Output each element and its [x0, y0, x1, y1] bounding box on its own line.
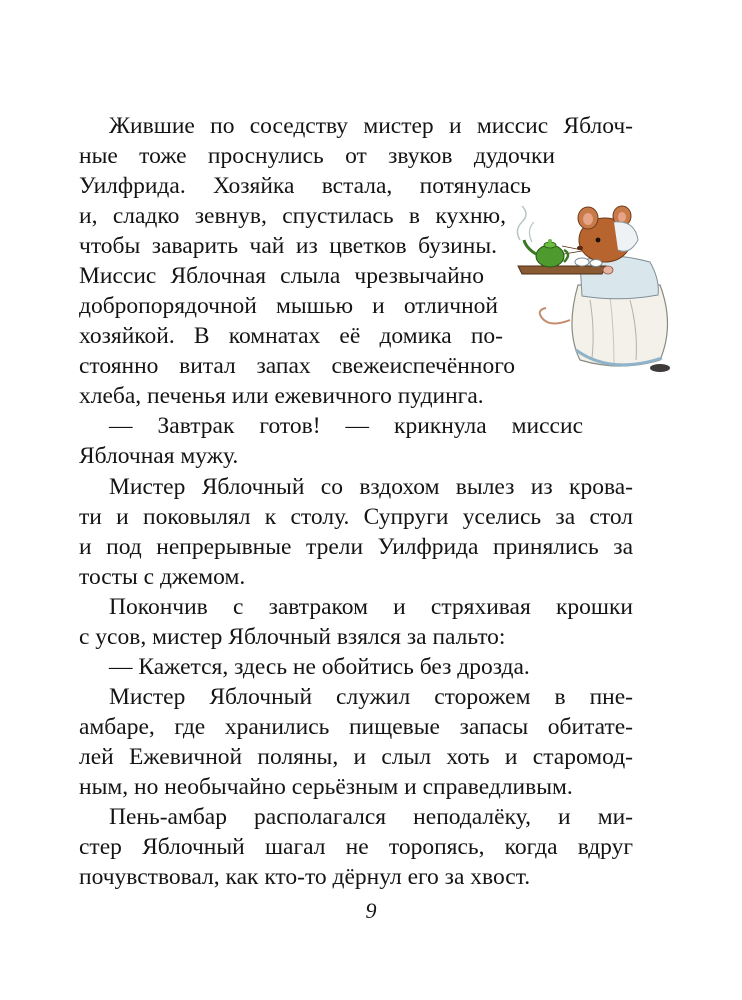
- text-line: хозяйкой. В комнатах её домика по-: [79, 323, 503, 349]
- page-number: 9: [365, 898, 377, 923]
- text-line: тосты с джемом.: [79, 564, 246, 590]
- text-line: Миссис Яблочная слыла чрезвычайно: [79, 263, 484, 289]
- text-line: с усов, мистер Яблочный взялся за пальто:: [79, 624, 506, 650]
- text-line: почувствовал, как кто-то дёрнул его за хвост.: [79, 864, 531, 890]
- text-line: ным, но необычайно серьёзным и справедливым.: [79, 774, 573, 800]
- text-line: Мистер Яблочный служил сторожем в пне-: [109, 684, 633, 710]
- text-line: добропорядочной мышью и отличной: [79, 293, 498, 319]
- text-line: и под непрерывные трели Уилфрида принялись за: [79, 534, 633, 560]
- text-line: Яблочная мужу.: [79, 443, 239, 469]
- text-line: хлеба, печенья или ежевичного пудинга.: [79, 383, 484, 409]
- text-line: Мистер Яблочный со вздохом вылез из крова-: [109, 474, 633, 500]
- text-line: ти и поковылял к столу. Супруги уселись за стол: [79, 504, 633, 530]
- text-line: Жившие по соседству мистер и миссис Яблоч-: [109, 113, 633, 139]
- text-line: лей Ежевичной поляны, и слыл хоть и старомод-: [79, 744, 633, 770]
- text-line: и, сладко зевнув, спустилась в кухню,: [79, 203, 506, 229]
- text-line: Уилфрида. Хозяйка встала, потянулась: [79, 173, 531, 199]
- text-line: чтобы заварить чай из цветков бузины.: [79, 233, 497, 259]
- mouse-with-teapot-tray-icon: [510, 200, 690, 375]
- text-line: ные тоже проснулись от звуков дудочки: [79, 143, 555, 169]
- text-line: Покончив с завтраком и стряхивая крошки: [109, 594, 633, 620]
- text-line: — Завтрак готов! — крикнула миссис: [109, 413, 583, 439]
- text-line: стоянно витал запах свежеиспечённого: [79, 353, 515, 379]
- text-line: — Кажется, здесь не обойтись без дрозда.: [109, 654, 530, 680]
- text-line: амбаре, где хранились пищевые запасы обитате-: [79, 714, 633, 740]
- text-line: Пень-амбар располагался неподалёку, и ми-: [109, 804, 633, 830]
- text-line: стер Яблочный шагал не торопясь, когда вдруг: [79, 834, 633, 860]
